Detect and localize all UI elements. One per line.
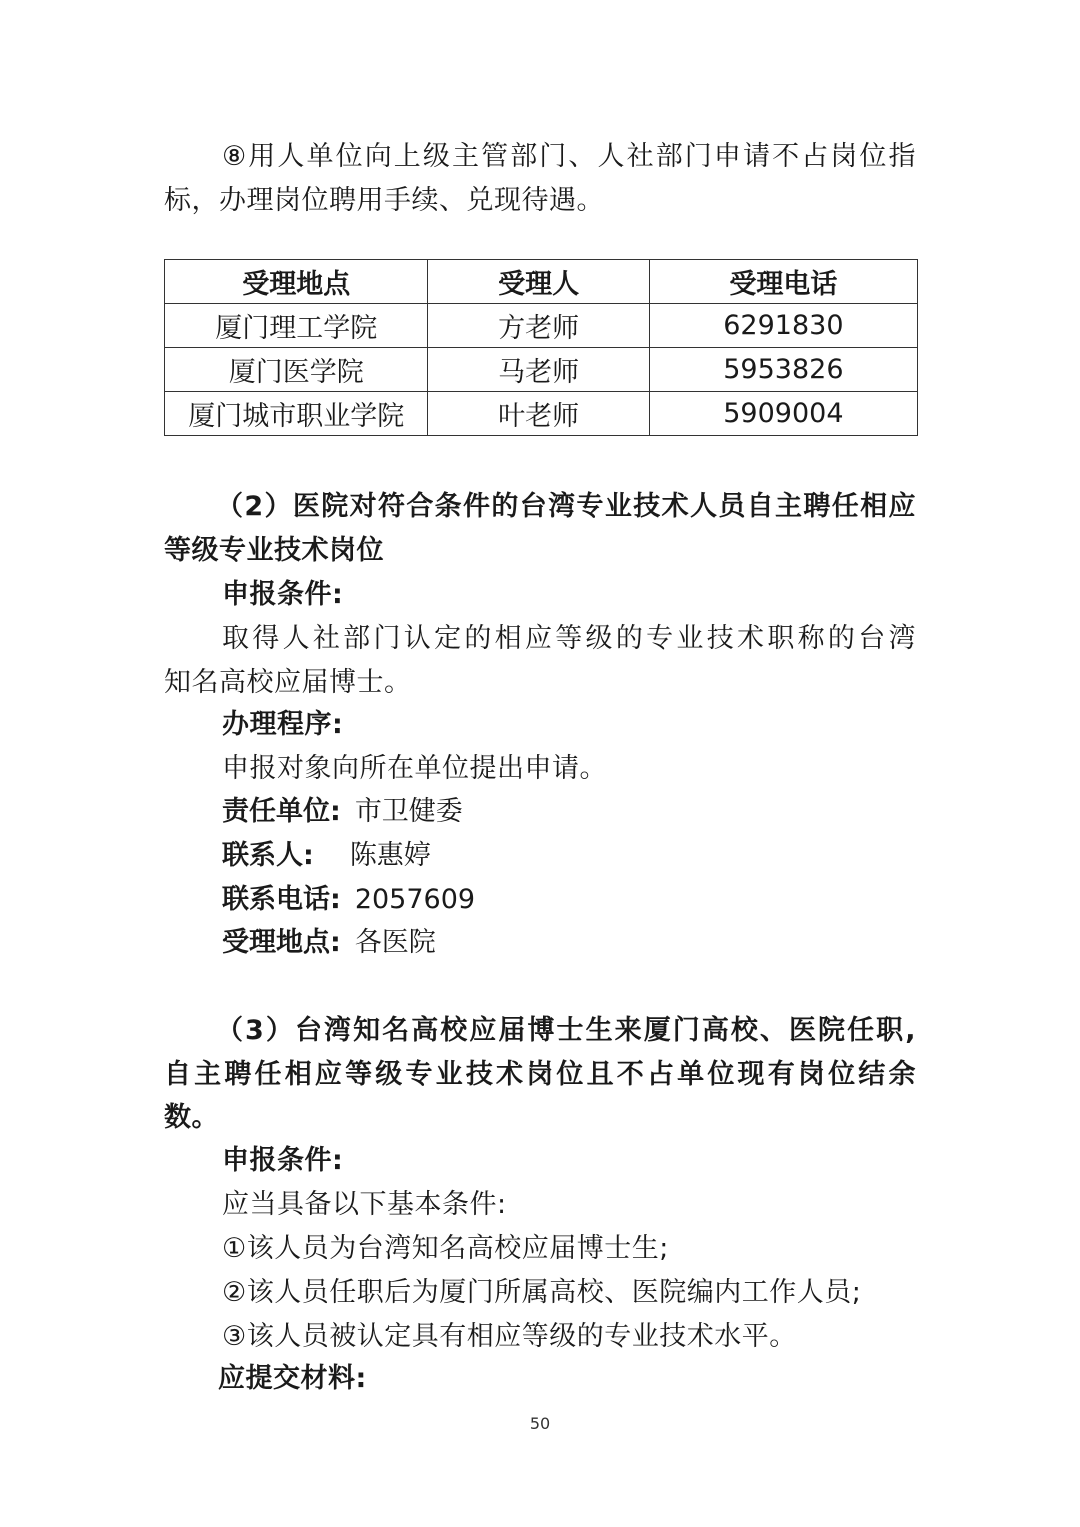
section3-item-3: ③该人员被认定具有相应等级的专业技术水平。 bbox=[222, 1321, 797, 1352]
responsible-unit-value: 市卫健委 bbox=[354, 796, 463, 827]
table-cell-person: 叶老师 bbox=[428, 392, 649, 436]
table-cell-place: 厦门医学院 bbox=[165, 348, 428, 392]
table-cell-phone: 5909004 bbox=[649, 392, 917, 436]
section3-basic-conditions: 应当具备以下基本条件: bbox=[222, 1189, 507, 1220]
responsible-unit-label: 责任单位: bbox=[222, 796, 341, 827]
table-row bbox=[165, 392, 918, 436]
section2-conditions-line-2: 知名高校应届博士。 bbox=[164, 667, 412, 698]
table-row bbox=[165, 304, 918, 348]
section3-title-line-1: （3）台湾知名高校应届博士生来厦门高校、医院任职, bbox=[216, 1015, 916, 1046]
table-row bbox=[165, 348, 918, 392]
table-cell-person: 马老师 bbox=[428, 348, 649, 392]
contact-person-value: 陈惠婷 bbox=[349, 840, 431, 871]
contact-phone-label: 联系电话: bbox=[222, 884, 341, 915]
section2-procedure-text: 申报对象向所在单位提出申请。 bbox=[222, 753, 607, 784]
table-header-place: 受理地点 bbox=[165, 260, 428, 304]
section3-item-2: ②该人员任职后为厦门所属高校、医院编内工作人员; bbox=[222, 1277, 862, 1308]
table-header-phone: 受理电话 bbox=[649, 260, 917, 304]
table-cell-person: 方老师 bbox=[428, 304, 649, 348]
table-header-person: 受理人 bbox=[428, 260, 649, 304]
table-header-row bbox=[165, 260, 918, 304]
accept-place-value: 各医院 bbox=[354, 927, 436, 958]
section2-contact-person bbox=[222, 836, 431, 876]
contact-person-label: 联系人: bbox=[222, 840, 314, 871]
table-cell-phone: 6291830 bbox=[649, 304, 917, 348]
section2-procedure-label: 办理程序: bbox=[222, 709, 344, 740]
contact-phone-value: 2057609 bbox=[354, 884, 476, 915]
section2-conditions-line-1: 取得人社部门认定的相应等级的专业技术职称的台湾 bbox=[222, 623, 916, 654]
intro-line-1: ⑧用人单位向上级主管部门、人社部门申请不占岗位指 bbox=[222, 141, 916, 172]
page-number: 50 bbox=[529, 1414, 551, 1433]
section3-materials-label: 应提交材料: bbox=[218, 1363, 367, 1394]
section2-title-line-1: （2）医院对符合条件的台湾专业技术人员自主聘任相应 bbox=[216, 491, 916, 522]
section2-responsible-unit bbox=[222, 792, 463, 832]
section3-title-line-2: 自主聘任相应等级专业技术岗位且不占单位现有岗位结余 bbox=[164, 1059, 916, 1090]
section2-contact-phone bbox=[222, 880, 475, 920]
intro-line-2: 标，办理岗位聘用手续、兑现待遇。 bbox=[164, 185, 604, 216]
table-cell-place: 厦门理工学院 bbox=[165, 304, 428, 348]
table-cell-place: 厦门城市职业学院 bbox=[165, 392, 428, 436]
section3-item-1: ①该人员为台湾知名高校应届博士生; bbox=[222, 1233, 669, 1264]
section2-accept-place bbox=[222, 923, 436, 963]
section3-conditions-label: 申报条件: bbox=[222, 1145, 344, 1176]
table-cell-phone: 5953826 bbox=[649, 348, 917, 392]
section2-title-line-2: 等级专业技术岗位 bbox=[164, 535, 384, 566]
section2-conditions-label: 申报条件: bbox=[222, 579, 344, 610]
acceptance-table bbox=[164, 259, 918, 436]
section3-title-line-3: 数。 bbox=[164, 1102, 219, 1133]
accept-place-label: 受理地点: bbox=[222, 927, 341, 958]
